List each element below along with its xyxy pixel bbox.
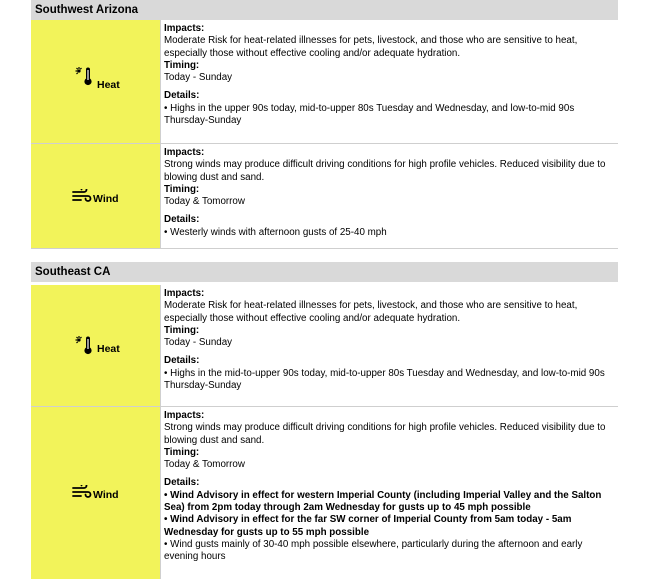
impacts-text: Moderate Risk for heat-related illnesses for pets, livestock, and those who are sensitive to heat, especially those without effective cooling and/or adequate hydration. <box>164 35 578 59</box>
details-item: • Highs in the mid-to-upper 90s today, mid-to-upper 80s Tuesday and Wednesday, and low-to-mid 90s Thursday-Sunday <box>164 367 605 392</box>
details-item: • Wind gusts mainly of 30-40 mph possible elsewhere, particularly during the afternoon and early evening hours <box>164 538 583 563</box>
hazard-label: Heat <box>97 343 120 355</box>
timing-text: Today & Tomorrow <box>164 459 245 471</box>
impacts-text: Moderate Risk for heat-related illnesses for pets, livestock, and those who are sensitive to heat, especially those without effective cooling and/or adequate hydration. <box>164 300 578 324</box>
timing-text: Today & Tomorrow <box>164 196 245 208</box>
hazard-content <box>164 288 614 406</box>
wind-icon <box>72 189 92 203</box>
hazard-row-heat <box>31 285 618 407</box>
heat-thermometer-icon <box>75 335 95 355</box>
impacts-text: Strong winds may produce difficult driving conditions for high profile vehicles. Reduced visibility due to blowing dust and sand. <box>164 422 606 446</box>
details-item: • Highs in the upper 90s today, mid-to-upper 80s Tuesday and Wednesday, and low-to-mid 90s Thursday-Sunday <box>164 102 575 127</box>
hazard-label: Wind <box>93 193 119 205</box>
details-item: • Wind Advisory in effect for western Imperial County (including Imperial Valley and the Salton Sea) from 2pm today through 2am Wednesday for gusts up to 45 mph possible <box>164 489 602 514</box>
impacts-label: Impacts: <box>164 410 205 421</box>
hazard-content <box>164 410 614 579</box>
heat-thermometer-icon <box>75 66 95 86</box>
impacts-label: Impacts: <box>164 147 205 158</box>
hazard-cell-wind <box>31 144 161 248</box>
details-label: Details: <box>164 214 200 226</box>
hazard-cell-heat <box>31 20 161 143</box>
hazard-row-wind <box>31 407 618 579</box>
region-title: Southeast CA <box>35 266 111 278</box>
region-title: Southwest Arizona <box>35 4 139 16</box>
impacts-text: Strong winds may produce difficult driving conditions for high profile vehicles. Reduced visibility due to blowing dust and sand. <box>164 159 606 183</box>
timing-label: Timing: <box>164 446 200 458</box>
timing-label: Timing: <box>164 59 200 71</box>
hazard-cell-wind <box>31 407 161 579</box>
hazard-content <box>164 23 614 143</box>
details-item: • Westerly winds with afternoon gusts of 25-40 mph <box>164 226 387 238</box>
details-item: • Wind Advisory in effect for the far SW corner of Imperial County from 5am today - 5am Wednesday for gusts up to 55 mph possible <box>164 514 572 538</box>
region-header-southwest-arizona <box>31 0 618 20</box>
impacts-label: Impacts: <box>164 23 205 34</box>
details-label: Details: <box>164 355 200 367</box>
timing-label: Timing: <box>164 324 200 336</box>
timing-label: Timing: <box>164 183 200 195</box>
timing-text: Today - Sunday <box>164 72 233 84</box>
hazard-cell-heat <box>31 285 161 406</box>
impacts-label: Impacts: <box>164 288 205 299</box>
details-label: Details: <box>164 477 200 489</box>
region-header-southeast-ca <box>31 262 618 282</box>
timing-text: Today - Sunday <box>164 337 233 349</box>
wind-icon <box>72 485 92 499</box>
hazard-label: Wind <box>93 489 119 501</box>
hazard-label: Heat <box>97 79 120 91</box>
hazard-content <box>164 147 614 248</box>
hazard-row-wind <box>31 144 618 249</box>
details-label: Details: <box>164 90 200 102</box>
hazard-row-heat <box>31 20 618 144</box>
